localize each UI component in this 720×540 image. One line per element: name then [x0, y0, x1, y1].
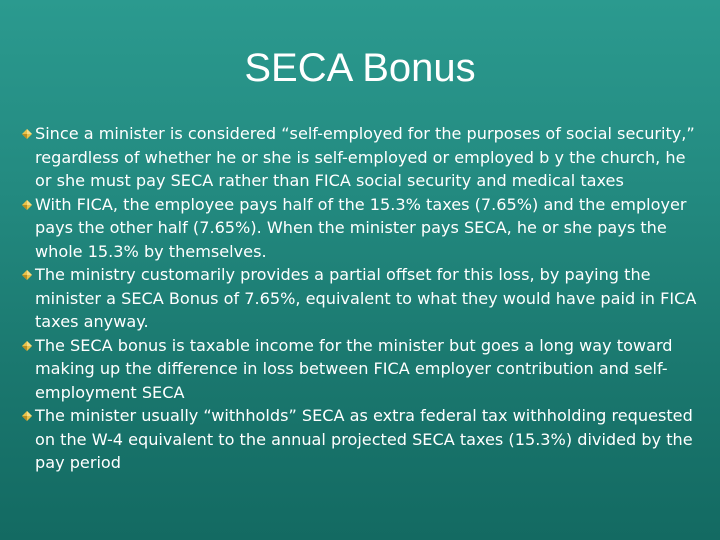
bullet-text: The minister usually “withholds” SECA as extra federal tax withholding requested on the W-4 equivalent to the annual projected SECA taxes (15.3%) divided by the pay period: [35, 406, 693, 472]
bullet-item: [22, 193, 702, 264]
diamond-bullet-icon: [22, 341, 32, 351]
bullet-text: Since a minister is considered “self-employed for the purposes of social security,” regardless of whether he or she is self-employed or employed b y the church, he or she must pay SECA rather than FICA social security and medical taxes: [35, 124, 695, 190]
bullet-item: [22, 404, 702, 475]
diamond-bullet-icon: [22, 411, 32, 421]
slide-title: SECA Bonus: [244, 46, 476, 90]
diamond-bullet-icon: [22, 200, 32, 210]
diamond-bullet-icon: [22, 270, 32, 280]
diamond-bullet-icon: [22, 129, 32, 139]
bullet-text: The ministry customarily provides a partial offset for this loss, by paying the minister a SECA Bonus of 7.65%, equivalent to what they would have paid in FICA taxes anyway.: [35, 265, 697, 331]
bullet-list: [22, 122, 702, 475]
bullet-text: The SECA bonus is taxable income for the minister but goes a long way toward making up the difference in loss between FICA employer contribution and self-employment SECA: [35, 335, 673, 402]
bullet-item: [22, 122, 702, 193]
bullet-text: With FICA, the employee pays half of the 15.3% taxes (7.65%) and the employer pays the other half (7.65%). When the minister pays SECA, he or she pays the whole 15.3% by themselves.: [35, 194, 687, 261]
bullet-item: [22, 334, 702, 405]
bullet-item: [22, 263, 702, 334]
